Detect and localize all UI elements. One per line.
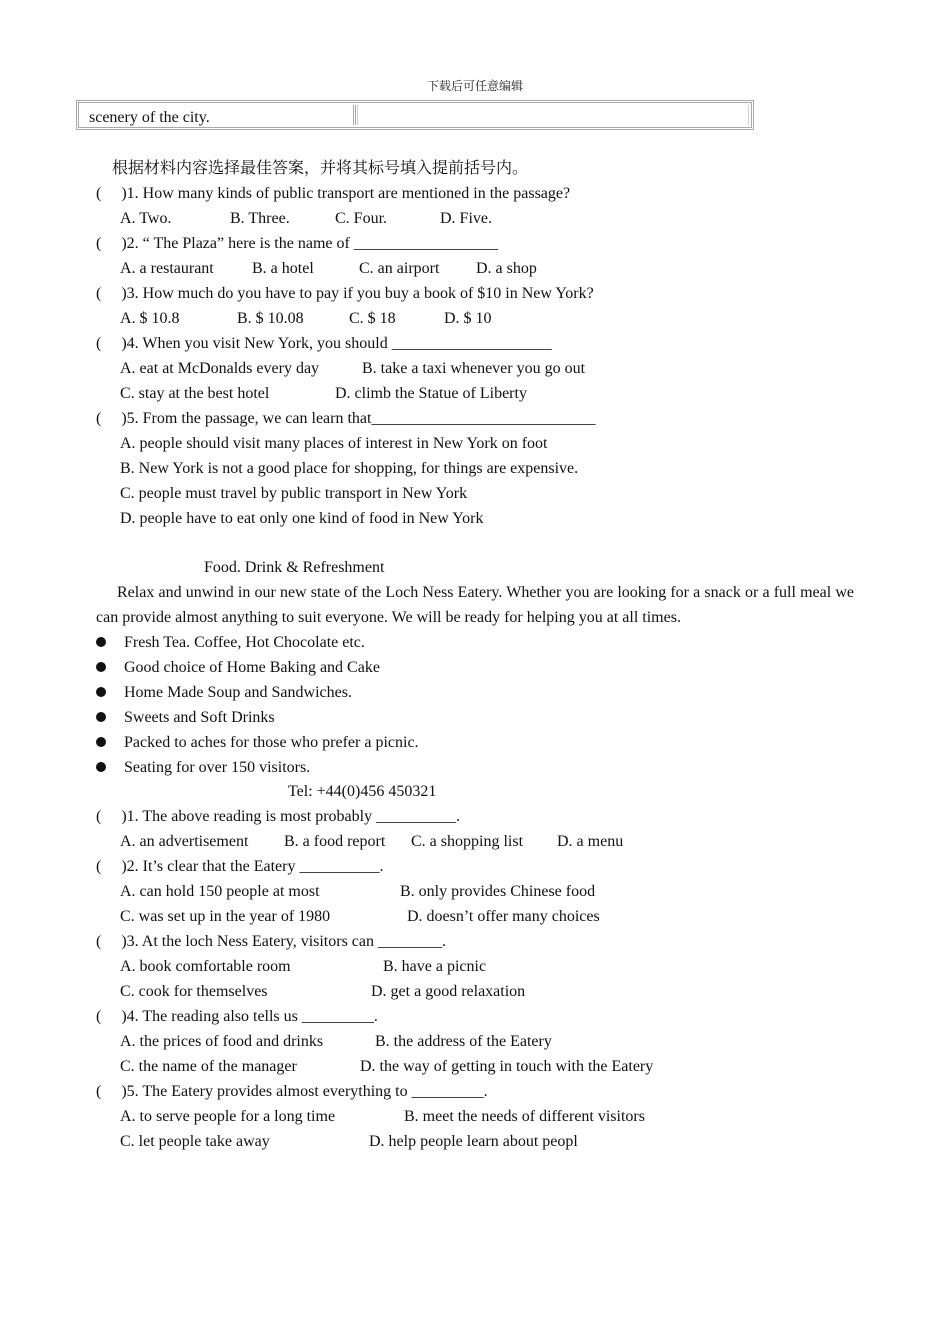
s1-q2-option-d: D. a shop [476,260,537,277]
bullet-item: Seating for over 150 visitors. [124,759,311,776]
s2-q1-stem: ( )1. The above reading is most probably __________. [96,808,461,825]
bullet-icon [96,762,106,772]
s2-q3-option-a: A. book comfortable room [120,958,291,975]
bullet-icon [96,662,106,672]
s1-q3-option-c: C. $ 18 [349,310,396,327]
intro-paragraph: Relax and unwind in our new state of the Loch Ness Eatery. Whether you are looking for a snack or a full meal we can provide almost anything to suit everyone. We will be ready for helping you at all times. [96,584,854,626]
table-cell-right [357,105,749,125]
s2-q2-stem: ( )2. It’s clear that the Eatery __________. [96,858,384,875]
s2-q5-option-b: B. meet the needs of different visitors [404,1108,645,1125]
telephone: Tel: +44(0)456 450321 [288,783,437,800]
instruction: 根据材料内容选择最佳答案，并将其标号填入提前括号内。 [112,160,529,177]
table [76,100,754,130]
bullet-icon [96,687,106,697]
s1-q1-option-c: C. Four. [335,210,388,227]
s2-q4-option-a: A. the prices of food and drinks [120,1033,324,1050]
s2-q2-option-b: B. only provides Chinese food [400,883,596,900]
bullet-item: Home Made Soup and Sandwiches. [124,684,352,701]
s2-q1-option-d: D. a menu [557,833,624,850]
s2-q4-stem: ( )4. The reading also tells us _________. [96,1008,378,1025]
s2-q3-option-b: B. have a picnic [383,958,487,975]
s2-q5-option-a: A. to serve people for a long time [120,1108,336,1125]
s1-q4-option-c: C. stay at the best hotel [120,385,270,402]
s1-q5-option-a: A. people should visit many places of interest in New York on foot [120,435,548,452]
page-header: 下载后可任意编辑 [426,79,523,93]
s1-q1-option-b: B. Three. [230,210,290,227]
s2-q3-stem: ( )3. At the loch Ness Eatery, visitors can ________. [96,933,447,950]
bullet-icon [96,712,106,722]
s1-q4-option-d: D. climb the Statue of Liberty [335,385,527,402]
s1-q1-option-d: D. Five. [440,210,492,227]
s2-q2-option-a: A. can hold 150 people at most [120,883,320,900]
s1-q1-stem: ( )1. How many kinds of public transport are mentioned in the passage? [96,185,571,202]
s2-q1-option-a: A. an advertisement [120,833,249,850]
s2-q5-stem: ( )5. The Eatery provides almost everything to _________. [96,1083,488,1100]
s1-q3-option-d: D. $ 10 [444,310,492,327]
s2-q4-option-d: D. the way of getting in touch with the Eatery [360,1058,654,1075]
bullet-icon [96,737,106,747]
s1-q3-option-a: A. $ 10.8 [120,310,180,327]
s2-q1-option-c: C. a shopping list [411,833,524,850]
s1-q5-stem: ( )5. From the passage, we can learn that____________________________ [96,410,596,427]
s1-q3-option-b: B. $ 10.08 [237,310,304,327]
section-title: Food. Drink & Refreshment [204,559,385,576]
bullet-item: Packed to aches for those who prefer a picnic. [124,734,419,751]
table-cell-text: scenery of the city. [89,109,210,126]
s2-q3-option-d: D. get a good relaxation [371,983,526,1000]
s1-q5-option-d: D. people have to eat only one kind of food in New York [120,510,484,527]
bullet-item: Fresh Tea. Coffee, Hot Chocolate etc. [124,634,365,651]
s2-q2-option-d: D. doesn’t offer many choices [407,908,600,925]
bullet-item: Sweets and Soft Drinks [124,709,275,726]
s2-q2-option-c: C. was set up in the year of 1980 [120,908,331,925]
s2-q1-option-b: B. a food report [284,833,386,850]
s1-q3-stem: ( )3. How much do you have to pay if you buy a book of $10 in New York? [96,285,594,302]
bullet-icon [96,637,106,647]
s1-q2-option-c: C. an airport [359,260,440,277]
s1-q2-option-a: A. a restaurant [120,260,214,277]
s2-q5-option-c: C. let people take away [120,1133,270,1150]
s1-q5-option-c: C. people must travel by public transport in New York [120,485,468,502]
s1-q2-stem: ( )2. “ The Plaza” here is the name of __________________ [96,235,498,252]
s1-q5-option-b: B. New York is not a good place for shopping, for things are expensive. [120,460,579,477]
bullet-item: Good choice of Home Baking and Cake [124,659,380,676]
s2-q5-option-d: D. help people learn about peopl [369,1133,578,1150]
table-cell-left [81,105,356,125]
s1-q2-option-b: B. a hotel [252,260,314,277]
s2-q4-option-b: B. the address of the Eatery [375,1033,552,1050]
s2-q4-option-c: C. the name of the manager [120,1058,297,1075]
s1-q1-option-a: A. Two. [120,210,172,227]
s2-q3-option-c: C. cook for themselves [120,983,268,1000]
s1-q4-option-a: A. eat at McDonalds every day [120,360,320,377]
s1-q4-option-b: B. take a taxi whenever you go out [362,360,586,377]
s1-q4-stem: ( )4. When you visit New York, you should ____________________ [96,335,552,352]
